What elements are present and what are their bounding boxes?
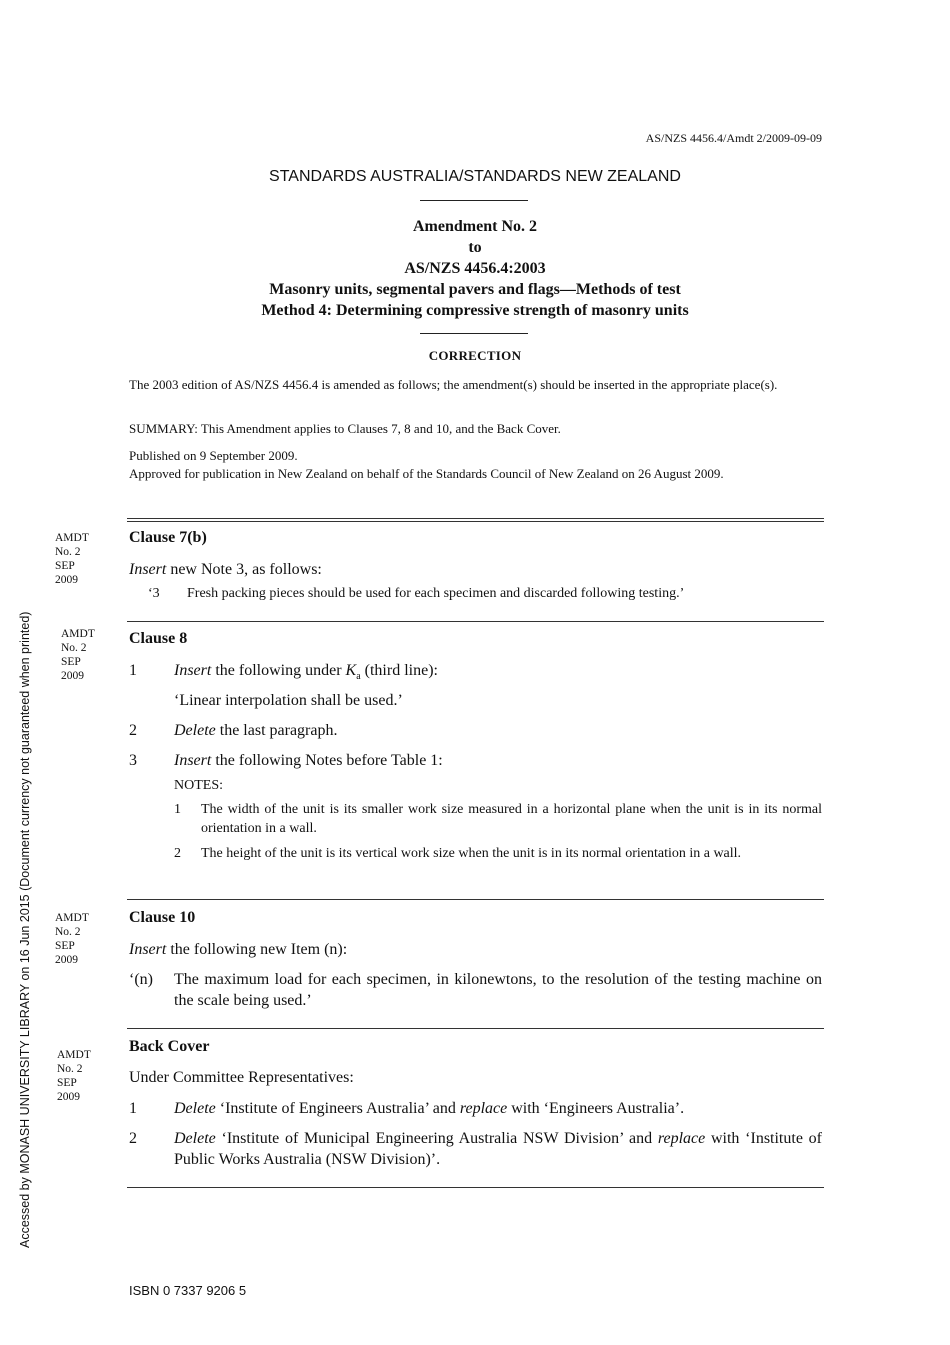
clause-10-item-text: The maximum load for each specimen, in kilonewtons, to the resolution of the testing machine on the scale being used.’ — [174, 971, 822, 1009]
title-line-subject: Masonry units, segmental pavers and flags—Methods of test — [269, 281, 681, 298]
correction-label: CORRECTION — [428, 348, 522, 363]
amendment-margin-note: AMDT No. 2 SEP 2009 — [61, 628, 95, 682]
note-1-text: The width of the unit is its smaller work size measured in a horizontal plane when the unit is in its normal orientation in a wall. — [201, 802, 822, 836]
clause-8-item-2: Delete the last paragraph. — [174, 722, 338, 739]
title-line-amendment: Amendment No. 2 — [413, 218, 537, 235]
clause-8-item-number: 2 — [129, 722, 137, 739]
back-cover-item-1: Delete ‘Institute of Engineers Australia’ and replace with ‘Engineers Australia’. — [174, 1100, 685, 1117]
clause-8-item-1: Insert the following under $K_a$ (third line): — [174, 662, 438, 683]
published-date: Published on 9 September 2009. — [129, 448, 298, 463]
section-divider — [127, 621, 824, 622]
title-line-method: Method 4: Determining compressive strength of masonry units — [261, 302, 689, 319]
clause-7b-note-number: ‘3 — [148, 586, 160, 601]
clause-8-item-number: 3 — [129, 752, 137, 769]
section-divider — [127, 521, 824, 522]
intro-paragraph: The 2003 edition of AS/NZS 4456.4 is amended as follows; the amendment(s) should be inserted in the appropriate place(s). — [129, 377, 778, 392]
clause-8-item-number: 1 — [129, 662, 137, 679]
clause-10-heading: Clause 10 — [129, 909, 196, 926]
back-cover-item-number: 2 — [129, 1130, 137, 1147]
document-title — [0, 216, 950, 321]
clause-7b-instruction: Insert new Note 3, as follows: — [129, 561, 322, 578]
note-number: 1 — [174, 802, 181, 817]
clause-7b-note-text: Fresh packing pieces should be used for each specimen and discarded following testing.’ — [187, 586, 685, 601]
clause-8-item-1-quote: ‘Linear interpolation shall be used.’ — [174, 692, 403, 709]
title-divider-bottom — [420, 333, 528, 334]
notes-label: NOTES: — [174, 778, 223, 793]
amendment-margin-note: AMDT No. 2 SEP 2009 — [55, 532, 89, 586]
note-number: 2 — [174, 846, 181, 861]
back-cover-heading: Back Cover — [129, 1038, 210, 1055]
summary-paragraph: SUMMARY: This Amendment applies to Clauses 7, 8 and 10, and the Back Cover. — [129, 421, 561, 436]
clause-8-heading: Clause 8 — [129, 630, 188, 647]
title-line-to: to — [468, 239, 482, 256]
document-reference: AS/NZS 4456.4/Amdt 2/2009-09-09 — [645, 131, 822, 145]
clause-10-instruction: Insert the following new Item (n): — [129, 941, 348, 958]
back-cover-item-2: Delete ‘Institute of Municipal Engineering Australia NSW Division’ and replace with ‘Institute of Public Works Australia (NSW Division)’. — [174, 1130, 822, 1168]
clause-7b-heading: Clause 7(b) — [129, 529, 207, 546]
organization-name: STANDARDS AUSTRALIA/STANDARDS NEW ZEALAND — [269, 168, 681, 185]
isbn-footer: ISBN 0 7337 9206 5 — [129, 1283, 247, 1298]
section-divider — [127, 899, 824, 900]
amendment-margin-note: AMDT No. 2 SEP 2009 — [55, 912, 89, 966]
title-divider-top — [420, 200, 528, 201]
section-divider — [127, 518, 824, 519]
note-2-text: The height of the unit is its vertical work size when the unit is in its normal orientation in a wall. — [201, 846, 742, 861]
clause-8-item-3: Insert the following Notes before Table 1: — [174, 752, 443, 769]
access-watermark: Accessed by MONASH UNIVERSITY LIBRARY on 16 Jun 2015 (Document currency not guaranteed when printed) — [18, 611, 32, 1248]
clause-10-item-label: ‘(n) — [129, 971, 153, 988]
section-divider — [127, 1187, 824, 1188]
title-line-standard: AS/NZS 4456.4:2003 — [404, 260, 546, 277]
amendment-margin-note: AMDT No. 2 SEP 2009 — [57, 1049, 91, 1103]
section-divider — [127, 1028, 824, 1029]
back-cover-intro: Under Committee Representatives: — [129, 1069, 354, 1086]
back-cover-item-number: 1 — [129, 1100, 137, 1117]
approval-statement: Approved for publication in New Zealand on behalf of the Standards Council of New Zealand on 26 August 2009. — [129, 466, 724, 481]
